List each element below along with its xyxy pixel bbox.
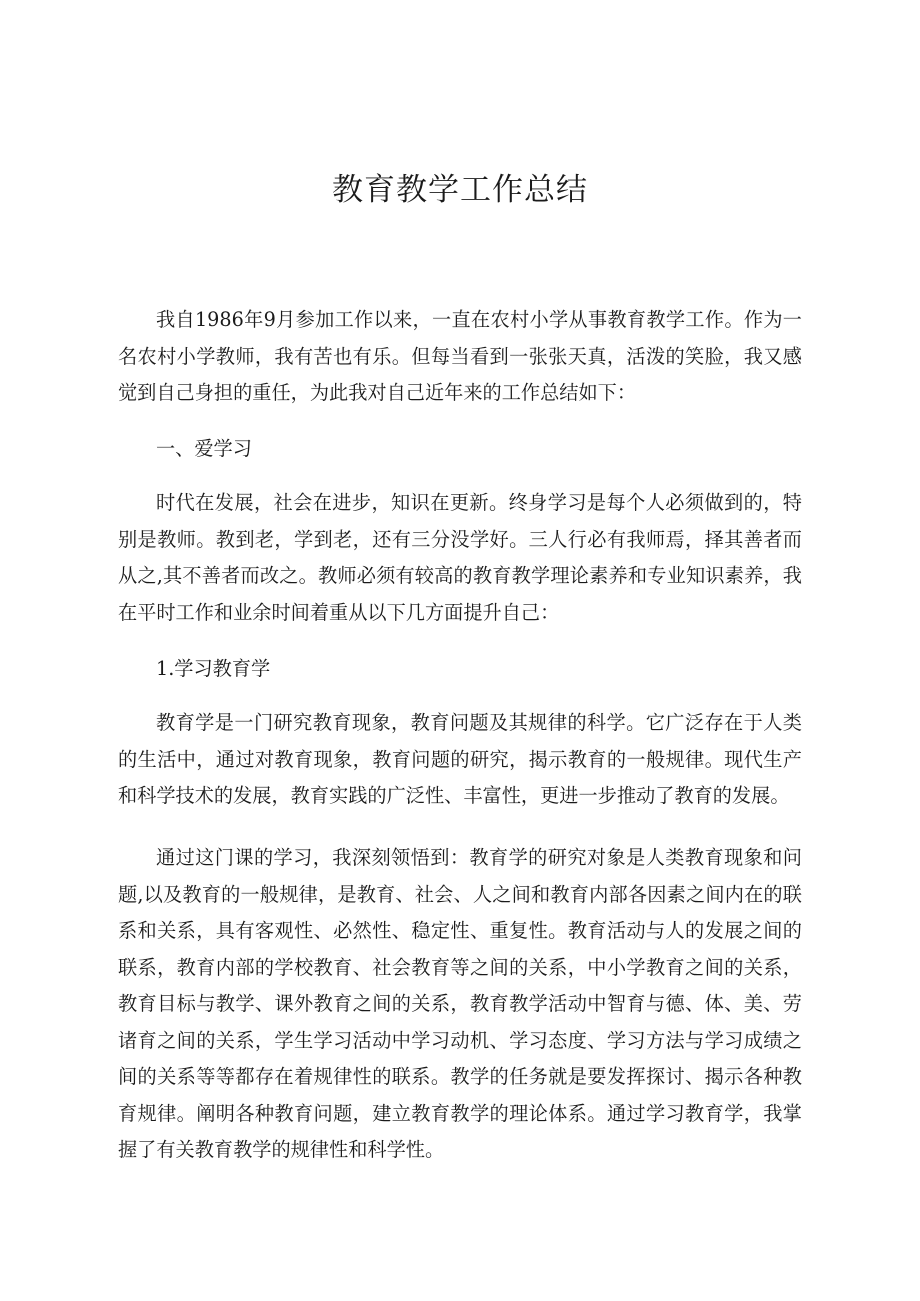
paragraph-lifelong-learning: 时代在发展，社会在进步，知识在更新。终身学习是每个人必须做到的，特别是教师。教到老，学到老，还有三分没学好。三人行必有我师焉，择其善者而从之,其不善者而改之。教师必须有较高的教育教学理论素养和专业知识素养，我在平时工作和业余时间着重从以下几方面提升自己：	[118, 491, 802, 624]
paragraph-pedagogy-insights: 通过这门课的学习，我深刻领悟到：教育学的研究对象是人类教育现象和问题,以及教育的一般规律，是教育、社会、人之间和教育内部各因素之间内在的联系和关系，具有客观性、必然性、稳定性、重复性。教育活动与人的发展之间的联系，教育内部的学校教育、社会教育等之间的关系，中小学教育之间的关系，教育目标与教学、课外教育之间的关系，教育教学活动中智育与德、体、美、劳诸育之间的关系，学生学习活动中学习动机、学习态度、学习方法与学习成绩之间的关系等等都存在着规律性的联系。教学的任务就是要发挥探讨、揭示各种教育规律。阐明各种教育问题，建立教育教学的理论体系。通过学习教育学，我掌握了有关教育教学的规律性和科学性。	[118, 846, 802, 1161]
document-title: 教育教学工作总结	[332, 172, 588, 208]
subsection-heading-pedagogy: 1.学习教育学	[156, 657, 271, 680]
paragraph-pedagogy-definition: 教育学是一门研究教育现象，教育问题及其规律的科学。它广泛存在于人类的生活中，通过对教育现象，教育问题的研究，揭示教育的一般规律。现代生产和科学技术的发展，教育实践的广泛性、丰富性，更进一步推动了教育的发展。	[118, 711, 802, 807]
section-heading-love-learning: 一、爱学习	[156, 437, 252, 460]
paragraph-intro: 我自1986年9月参加工作以来，一直在农村小学从事教育教学工作。作为一名农村小学教师，我有苦也有乐。但每当看到一张张天真，活泼的笑脸，我又感觉到自己身担的重任，为此我对自己近年来的工作总结如下：	[118, 308, 802, 404]
